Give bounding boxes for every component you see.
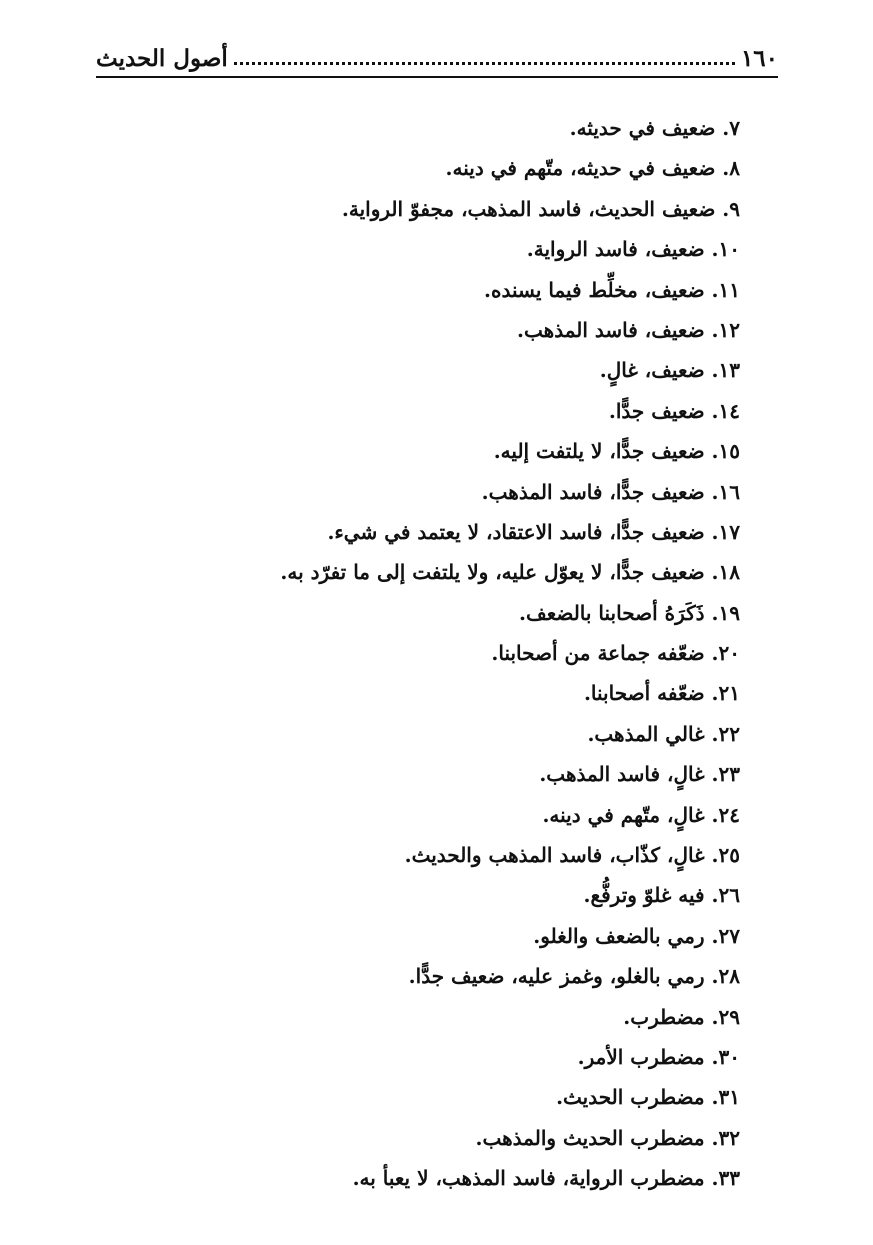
item-number: ٢٤.	[711, 802, 740, 827]
item-text: رمي بالضعف والغلو.	[533, 923, 705, 948]
list-item	[120, 673, 740, 713]
item-text: غالي المذهب.	[587, 721, 705, 746]
item-text: غالٍ، كذّاب، فاسد المذهب والحديث.	[404, 843, 705, 868]
item-text: ضعّفه أصحابنا.	[583, 681, 705, 706]
item-number: ٢٠.	[711, 641, 740, 666]
list-item	[120, 633, 740, 673]
item-number: ٢٨.	[711, 964, 740, 989]
item-text: مضطرب الحديث.	[556, 1085, 705, 1110]
list-item	[120, 835, 740, 875]
list-item	[120, 552, 740, 592]
item-text: ضعيف في حديثه.	[569, 116, 716, 140]
list-item	[120, 391, 740, 431]
item-text: ضعيف جدًّا، فاسد المذهب.	[481, 479, 705, 504]
item-text: رمي بالغلو، وغمز عليه، ضعيف جدًّا.	[408, 964, 705, 989]
list-item	[120, 310, 740, 350]
item-text: فيه غلوّ وترفُّع.	[583, 883, 705, 908]
item-number: ٢٣.	[711, 762, 740, 787]
item-number: ٢٢.	[711, 721, 740, 746]
list-item	[120, 754, 740, 794]
list-item	[120, 512, 740, 552]
item-number: ٢٦.	[711, 883, 740, 908]
item-number: ٢٥.	[711, 843, 740, 868]
item-number: ١٦.	[711, 479, 740, 504]
list-item	[120, 1158, 740, 1198]
item-text: ضعيف جدًّا، لا يعوّل عليه، ولا يلتفت إلى ما تفرّد به.	[280, 560, 705, 585]
list-item	[120, 350, 740, 390]
item-number: ١٠.	[711, 237, 740, 262]
item-number: ١٢.	[711, 317, 740, 342]
item-number: ٢٧.	[711, 923, 740, 948]
item-text: مضطرب الحديث والمذهب.	[475, 1125, 705, 1150]
item-text: ذَكَرَهُ أصحابنا بالضعف.	[519, 600, 705, 625]
term-list	[120, 108, 740, 1199]
item-number: ١٤.	[711, 398, 740, 423]
item-number: ٢١.	[711, 681, 740, 706]
item-text: مضطرب الرواية، فاسد المذهب، لا يعبأ به.	[352, 1166, 705, 1191]
item-text: ضعيف جدًّا، فاسد الاعتقاد، لا يعتمد في شيء.	[327, 519, 705, 544]
list-item	[120, 108, 740, 148]
list-item	[120, 956, 740, 996]
item-text: مضطرب الأمر.	[577, 1044, 705, 1069]
list-item	[120, 189, 740, 229]
item-text: ضعيف الحديث، فاسد المذهب، مجفوّ الرواية.	[341, 196, 716, 221]
item-number: ٢٩.	[711, 1004, 740, 1029]
item-text: غالٍ، فاسد المذهب.	[539, 762, 705, 787]
item-number: ١٣.	[711, 358, 740, 383]
item-number: ٩.	[722, 196, 740, 221]
list-item	[120, 795, 740, 835]
page-number: ١٦٠	[740, 45, 778, 72]
item-number: ٣١.	[711, 1085, 740, 1110]
header-dot-leader	[234, 62, 735, 65]
item-number: ١٧.	[711, 519, 740, 544]
list-item	[120, 714, 740, 754]
list-item	[120, 997, 740, 1037]
item-number: ١٩.	[711, 600, 740, 625]
list-item	[120, 593, 740, 633]
item-text: غالٍ، متّهم في دينه.	[542, 802, 705, 827]
book-title: أصول الحديث	[96, 45, 228, 72]
item-number: ٨.	[722, 156, 740, 181]
item-number: ٣٣.	[711, 1166, 740, 1191]
list-item	[120, 270, 740, 310]
item-number: ١٥.	[711, 439, 740, 464]
item-text: ضعّفه جماعة من أصحابنا.	[491, 641, 705, 666]
list-item	[120, 431, 740, 471]
item-text: مضطرب.	[623, 1004, 705, 1029]
list-item	[120, 916, 740, 956]
item-text: ضعيف في حديثه، متّهم في دينه.	[445, 156, 716, 181]
item-number: ١١.	[711, 277, 740, 302]
item-text: ضعيف جدًّا.	[608, 398, 705, 423]
running-header	[96, 38, 778, 78]
list-item	[120, 1118, 740, 1158]
list-item	[120, 875, 740, 915]
item-text: ضعيف، مخلِّط فيما يسنده.	[484, 277, 705, 302]
item-number: ٣٠.	[711, 1044, 740, 1069]
list-item	[120, 472, 740, 512]
item-number: ١٨.	[711, 560, 740, 585]
item-text: ضعيف، غالٍ.	[599, 358, 705, 383]
list-item	[120, 1037, 740, 1077]
item-text: ضعيف، فاسد الرواية.	[526, 237, 705, 262]
item-number: ٧.	[722, 116, 740, 140]
list-item	[120, 1077, 740, 1117]
item-text: ضعيف، فاسد المذهب.	[517, 317, 705, 342]
item-text: ضعيف جدًّا، لا يلتفت إليه.	[493, 439, 705, 464]
list-item	[120, 148, 740, 188]
item-number: ٣٢.	[711, 1125, 740, 1150]
list-item	[120, 229, 740, 269]
